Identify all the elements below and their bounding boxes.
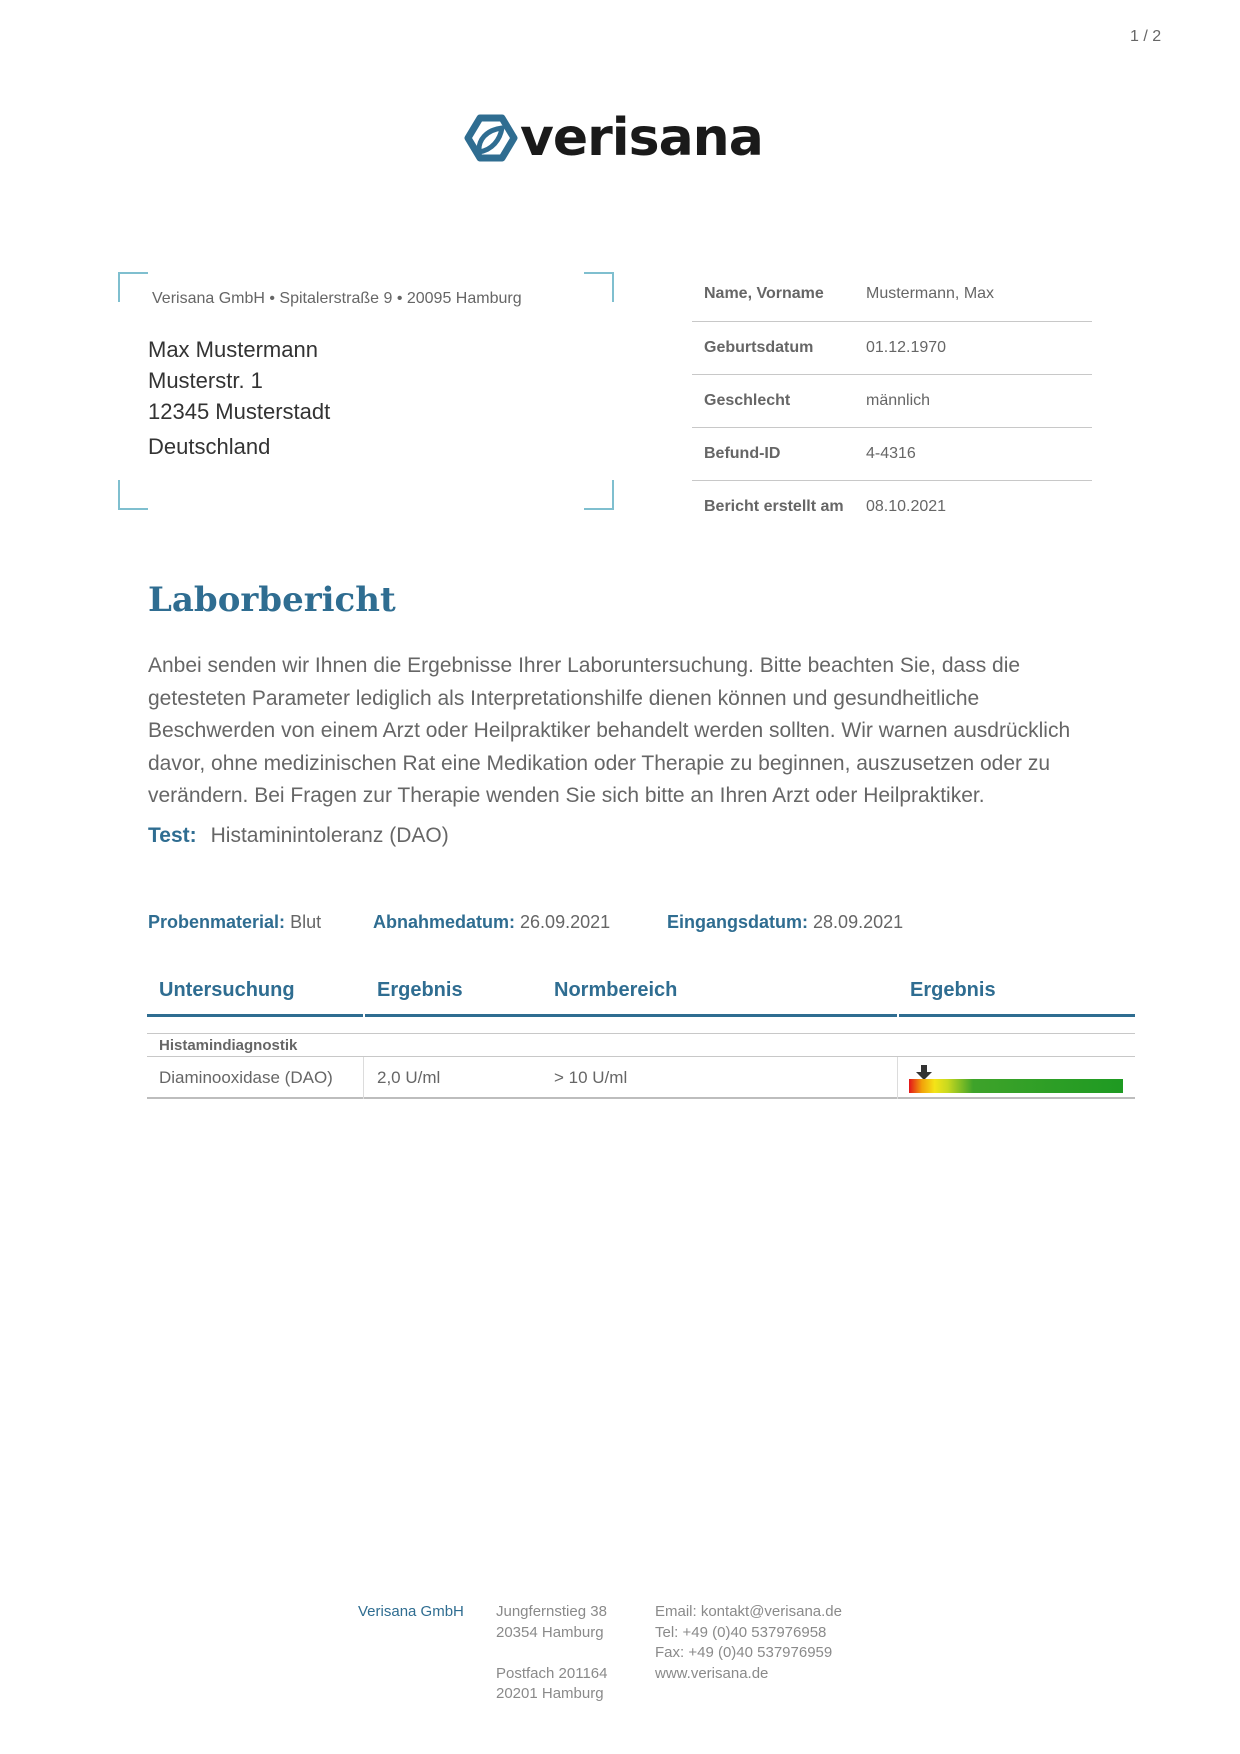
header-normbereich: Normbereich (554, 979, 678, 1001)
footer-website: www.verisana.de (655, 1664, 769, 1682)
window-corner-mark (584, 480, 614, 510)
results-table (147, 965, 1135, 1099)
recipient-name: Max Mustermann (148, 337, 318, 362)
recipient-address (148, 334, 330, 462)
column-separator (897, 1057, 898, 1099)
results-header (147, 965, 1135, 1017)
address-window (118, 272, 614, 510)
logo-text: verisana (520, 108, 763, 168)
result-indicator (909, 1065, 1123, 1095)
patient-label: Befund-ID (692, 427, 866, 480)
footer-address (496, 1602, 607, 1705)
patient-label: Geschlecht (692, 374, 866, 427)
header-ergebnis-chart: Ergebnis (910, 979, 996, 1001)
patient-row (692, 374, 1092, 427)
header-untersuchung: Untersuchung (159, 979, 295, 1001)
window-corner-mark (118, 272, 148, 302)
window-corner-mark (118, 480, 148, 510)
patient-label: Geburtsdatum (692, 321, 866, 374)
verisana-logo (462, 108, 772, 168)
collection-date-value: 26.09.2021 (520, 912, 611, 932)
patient-label: Bericht erstellt am (704, 497, 844, 515)
patient-row (692, 427, 1092, 480)
patient-value: männlich (866, 374, 1092, 427)
patient-row (692, 268, 1092, 321)
collection-date (373, 912, 610, 933)
sample-material-label: Probenmaterial: (148, 912, 286, 932)
test-value: Histaminintoleranz (DAO) (210, 824, 449, 847)
page-number: 1 / 2 (1130, 28, 1162, 45)
window-corner-mark (584, 272, 614, 302)
patient-value: 08.10.2021 (866, 497, 947, 515)
test-line (148, 824, 449, 848)
receipt-date-label: Eingangsdatum: (667, 912, 809, 932)
report-title: Laborbericht (148, 580, 396, 620)
test-label: Test: (148, 824, 197, 847)
patient-value: Mustermann, Max (866, 268, 1092, 321)
result-gradient-bar (909, 1079, 1123, 1093)
recipient-country: Deutschland (148, 434, 271, 459)
group-label: Histamindiagnostik (159, 1037, 298, 1054)
patient-value: 4-4316 (866, 427, 1092, 480)
column-gap (363, 965, 365, 1017)
group-row (147, 1033, 1135, 1057)
receipt-date-value: 28.09.2021 (813, 912, 904, 932)
intro-paragraph: Anbei senden wir Ihnen die Ergebnisse Ihrer Laboruntersuchung. Bitte beachten Sie, dass die getesteten Parameter lediglich als Interpretationshilfe dienen können und gesundheitliche Beschwerden von einem Arzt oder Heilpraktiker behandelt werden sollten. Wir warnen ausdrücklich davor, ohne medizinischen Rat eine Medikation oder Therapie zu beginnen, auszusetzen oder zu verändern. Bei Fragen zur Therapie wenden Sie sich bitte an Ihren Arzt oder Heilpraktiker. (148, 654, 1071, 807)
column-gap (897, 965, 899, 1017)
recipient-city: 12345 Musterstadt (148, 399, 331, 424)
patient-value: 01.12.1970 (866, 321, 1092, 374)
recipient-street: Musterstr. 1 (148, 368, 263, 393)
column-separator (363, 1057, 364, 1099)
patient-row (692, 321, 1092, 374)
footer-line: Jungfernstieg 38 (496, 1603, 607, 1620)
test-name: Diaminooxidase (DAO) (159, 1068, 333, 1087)
footer-contact (655, 1602, 842, 1684)
footer-line: Postfach 201164 (496, 1664, 608, 1682)
footer-email: Email: kontakt@verisana.de (655, 1603, 842, 1620)
footer-line: 20354 Hamburg (496, 1623, 604, 1641)
footer-line: 20201 Hamburg (496, 1685, 604, 1702)
hexagon-leaf-icon (462, 110, 518, 166)
collection-date-label: Abnahmedatum: (373, 912, 516, 932)
reference-range: > 10 U/ml (554, 1068, 628, 1087)
sample-material-value: Blut (290, 912, 322, 932)
footer-company: Verisana GmbH (358, 1603, 464, 1620)
test-result: 2,0 U/ml (377, 1068, 441, 1087)
footer-phone: Tel: +49 (0)40 537976958 (655, 1623, 827, 1641)
table-row (147, 1057, 1135, 1099)
footer-fax: Fax: +49 (0)40 537976959 (655, 1644, 833, 1661)
patient-row (692, 480, 1092, 533)
sender-line: Verisana GmbH • Spitalerstraße 9 • 20095 Hamburg (152, 290, 522, 307)
patient-label: Name, Vorname (692, 268, 866, 321)
header-ergebnis: Ergebnis (377, 979, 463, 1001)
sample-material (148, 912, 321, 933)
patient-info-table (692, 268, 1092, 533)
receipt-date (667, 912, 903, 933)
